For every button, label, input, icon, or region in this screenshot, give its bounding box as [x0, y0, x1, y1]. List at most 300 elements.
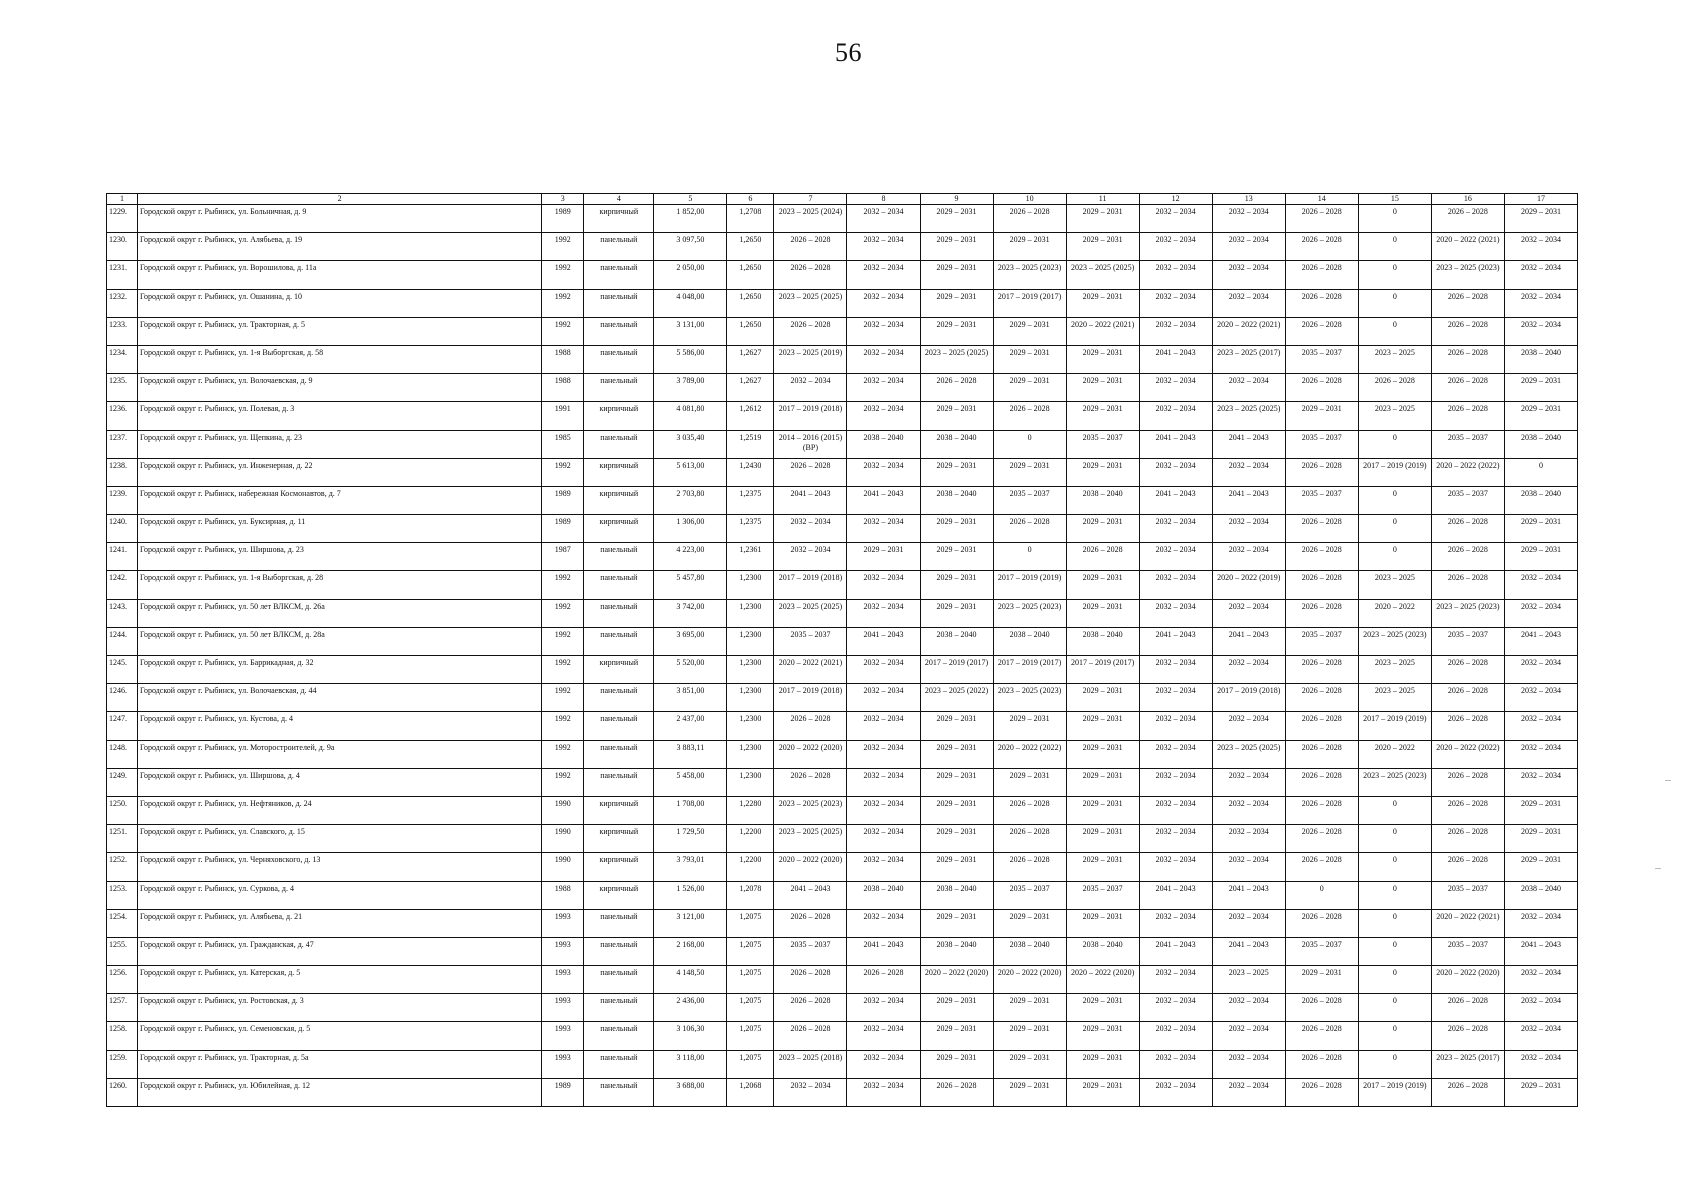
table-cell: 2032 – 2034	[1212, 599, 1285, 627]
table-cell: 1,2627	[727, 374, 774, 402]
table-cell: 4 081,80	[654, 402, 727, 430]
table-row	[107, 796, 1578, 824]
table-cell: 2029 – 2031	[1066, 571, 1139, 599]
row-number: 1256.	[107, 966, 138, 994]
table-cell: 2026 – 2028	[1285, 1078, 1358, 1106]
table-cell: 2032 – 2034	[847, 684, 920, 712]
table-cell: 2026 – 2028	[1285, 768, 1358, 796]
table-cell: 2017 – 2019 (2017)	[993, 289, 1066, 317]
table-cell: 2029 – 2031	[920, 599, 993, 627]
table-cell: 2026 – 2028	[1431, 289, 1504, 317]
address-cell: Городской округ г. Рыбинск, ул. Тракторная, д. 5	[138, 317, 542, 345]
table-cell: 2029 – 2031	[993, 1078, 1066, 1106]
address-cell: Городской округ г. Рыбинск, ул. 1-я Выборгская, д. 58	[138, 345, 542, 373]
table-cell: 2032 – 2034	[1504, 261, 1577, 289]
table-cell: 1,2300	[727, 768, 774, 796]
table-cell: 1,2300	[727, 571, 774, 599]
table-cell: 2029 – 2031	[1066, 1050, 1139, 1078]
table-cell: 2029 – 2031	[1066, 374, 1139, 402]
table-cell: 3 883,11	[654, 740, 727, 768]
table-cell: 2032 – 2034	[1504, 994, 1577, 1022]
table-cell: 2026 – 2028	[1431, 684, 1504, 712]
table-cell: 2020 – 2022 (2020)	[1431, 966, 1504, 994]
address-cell: Городской округ г. Рыбинск, ул. Ошанина, д. 10	[138, 289, 542, 317]
column-header: 3	[542, 194, 584, 205]
table-cell: 3 793,01	[654, 853, 727, 881]
table-cell: 2035 – 2037	[1431, 486, 1504, 514]
table-cell: 2032 – 2034	[847, 289, 920, 317]
table-cell: 2026 – 2028	[1285, 656, 1358, 684]
table-cell: 3 106,30	[654, 1022, 727, 1050]
table-cell: 2032 – 2034	[847, 205, 920, 233]
column-header: 12	[1139, 194, 1212, 205]
table-cell: 1992	[542, 740, 584, 768]
table-cell: 2035 – 2037	[1431, 627, 1504, 655]
table-cell: панельный	[584, 627, 654, 655]
table-cell: кирпичный	[584, 853, 654, 881]
table-cell: 2026 – 2028	[1431, 768, 1504, 796]
table-cell: 2017 – 2019 (2017)	[1066, 656, 1139, 684]
table-cell: 2029 – 2031	[1504, 402, 1577, 430]
table-cell: 2029 – 2031	[1066, 796, 1139, 824]
address-cell: Городской округ г. Рыбинск, ул. Ширшова, д. 4	[138, 768, 542, 796]
table-cell: 2026 – 2028	[1285, 853, 1358, 881]
table-cell: панельный	[584, 1078, 654, 1106]
row-number: 1250.	[107, 796, 138, 824]
row-number: 1247.	[107, 712, 138, 740]
table-cell: кирпичный	[584, 515, 654, 543]
table-cell: 2032 – 2034	[847, 261, 920, 289]
table-cell: 2032 – 2034	[1139, 712, 1212, 740]
table-cell: 2029 – 2031	[993, 233, 1066, 261]
table-row	[107, 374, 1578, 402]
row-number: 1233.	[107, 317, 138, 345]
table-cell: 2029 – 2031	[920, 402, 993, 430]
row-number: 1242.	[107, 571, 138, 599]
table-cell: 1,2612	[727, 402, 774, 430]
address-cell: Городской округ г. Рыбинск, ул. Ширшова, д. 23	[138, 543, 542, 571]
table-cell: панельный	[584, 571, 654, 599]
table-cell: 2026 – 2028	[1431, 1022, 1504, 1050]
table-cell: 2023 – 2025	[1358, 684, 1431, 712]
table-cell: 2020 – 2022 (2021)	[1431, 233, 1504, 261]
table-cell: 2 050,00	[654, 261, 727, 289]
table-cell: 2029 – 2031	[1504, 374, 1577, 402]
table-cell: 2023 – 2025 (2023)	[993, 599, 1066, 627]
table-cell: 2032 – 2034	[774, 515, 847, 543]
table-cell: 1,2300	[727, 684, 774, 712]
column-header: 10	[993, 194, 1066, 205]
table-cell: 2032 – 2034	[1504, 1050, 1577, 1078]
table-cell: 2032 – 2034	[1212, 515, 1285, 543]
table-cell: 0	[1358, 937, 1431, 965]
table-row	[107, 205, 1578, 233]
table-cell: кирпичный	[584, 205, 654, 233]
repair-schedule-table	[106, 193, 1578, 1107]
table-cell: панельный	[584, 261, 654, 289]
table-cell: панельный	[584, 345, 654, 373]
table-cell: 2029 – 2031	[993, 1022, 1066, 1050]
table-cell: 2032 – 2034	[847, 317, 920, 345]
table-cell: 2029 – 2031	[993, 345, 1066, 373]
column-header: 5	[654, 194, 727, 205]
table-cell: 1989	[542, 205, 584, 233]
table-cell: 2026 – 2028	[1285, 515, 1358, 543]
row-number: 1243.	[107, 599, 138, 627]
table-cell: 2017 – 2019 (2019)	[1358, 458, 1431, 486]
table-cell: 2026 – 2028	[1285, 599, 1358, 627]
table-cell: 2035 – 2037	[774, 937, 847, 965]
table-cell: 2032 – 2034	[1212, 656, 1285, 684]
table-cell: 2026 – 2028	[1285, 289, 1358, 317]
table-cell: 2032 – 2034	[1139, 543, 1212, 571]
table-cell: 2014 – 2016 (2015) (ВР)	[774, 430, 847, 458]
table-cell: 2032 – 2034	[1504, 966, 1577, 994]
row-number: 1252.	[107, 853, 138, 881]
table-cell: 2023 – 2025 (2025)	[920, 345, 993, 373]
row-number: 1229.	[107, 205, 138, 233]
table-row	[107, 881, 1578, 909]
table-row	[107, 684, 1578, 712]
table-cell: 2032 – 2034	[1139, 825, 1212, 853]
table-cell: 2029 – 2031	[1285, 966, 1358, 994]
table-cell: кирпичный	[584, 486, 654, 514]
table-row	[107, 402, 1578, 430]
table-cell: 2038 – 2040	[1066, 937, 1139, 965]
row-number: 1237.	[107, 430, 138, 458]
table-cell: 2026 – 2028	[1358, 374, 1431, 402]
table-cell: 2038 – 2040	[847, 881, 920, 909]
table-cell: 1,2075	[727, 1050, 774, 1078]
table-cell: 2041 – 2043	[1504, 627, 1577, 655]
table-cell: 2026 – 2028	[1285, 825, 1358, 853]
table-row	[107, 1022, 1578, 1050]
table-cell: панельный	[584, 233, 654, 261]
table-cell: 2020 – 2022	[1358, 740, 1431, 768]
table-cell: 0	[1358, 1022, 1431, 1050]
column-header: 16	[1431, 194, 1504, 205]
table-cell: 1 852,00	[654, 205, 727, 233]
scan-mark	[1655, 868, 1661, 869]
table-cell: 2029 – 2031	[1285, 402, 1358, 430]
table-cell: 2029 – 2031	[920, 261, 993, 289]
table-cell: 0	[1358, 966, 1431, 994]
table-cell: 2029 – 2031	[920, 853, 993, 881]
address-cell: Городской округ г. Рыбинск, ул. Буксирная, д. 11	[138, 515, 542, 543]
header-row	[107, 194, 1578, 205]
table-cell: 2032 – 2034	[1504, 684, 1577, 712]
table-cell: 2032 – 2034	[774, 1078, 847, 1106]
table-cell: 2029 – 2031	[920, 1022, 993, 1050]
row-number: 1249.	[107, 768, 138, 796]
column-header: 6	[727, 194, 774, 205]
table-cell: кирпичный	[584, 656, 654, 684]
table-cell: 1992	[542, 768, 584, 796]
table-cell: 2029 – 2031	[1066, 825, 1139, 853]
table-cell: 2032 – 2034	[1212, 994, 1285, 1022]
table-cell: 1,2078	[727, 881, 774, 909]
column-header: 8	[847, 194, 920, 205]
table-cell: 2032 – 2034	[1139, 515, 1212, 543]
address-cell: Городской округ г. Рыбинск, ул. 50 лет ВЛКСМ, д. 28а	[138, 627, 542, 655]
address-cell: Городской округ г. Рыбинск, ул. Кустова, д. 4	[138, 712, 542, 740]
table-cell: 1992	[542, 571, 584, 599]
table-cell: 2026 – 2028	[774, 994, 847, 1022]
table-cell: 2029 – 2031	[920, 796, 993, 824]
table-cell: 2023 – 2025 (2025)	[1212, 402, 1285, 430]
table-body	[107, 205, 1578, 1107]
table-cell: 0	[1358, 205, 1431, 233]
row-number: 1248.	[107, 740, 138, 768]
table-cell: 2023 – 2025 (2025)	[774, 825, 847, 853]
table-cell: 2032 – 2034	[1139, 966, 1212, 994]
table-cell: 2029 – 2031	[1504, 515, 1577, 543]
table-cell: 2032 – 2034	[847, 1078, 920, 1106]
table-cell: 2032 – 2034	[847, 994, 920, 1022]
table-cell: 0	[993, 430, 1066, 458]
table-cell: 2017 – 2019 (2018)	[774, 402, 847, 430]
table-cell: 2041 – 2043	[1139, 486, 1212, 514]
table-cell: 2032 – 2034	[847, 853, 920, 881]
table-row	[107, 825, 1578, 853]
table-cell: 0	[1358, 994, 1431, 1022]
table-cell: 2041 – 2043	[1139, 627, 1212, 655]
table-cell: 2023 – 2025	[1358, 571, 1431, 599]
table-cell: 4 223,00	[654, 543, 727, 571]
table-cell: 2035 – 2037	[1066, 430, 1139, 458]
table-cell: 2029 – 2031	[1066, 1022, 1139, 1050]
table-cell: 2032 – 2034	[847, 345, 920, 373]
table-cell: 0	[1358, 317, 1431, 345]
table-cell: 1,2375	[727, 486, 774, 514]
table-cell: 2029 – 2031	[993, 374, 1066, 402]
table-cell: 2041 – 2043	[774, 486, 847, 514]
table-cell: 1992	[542, 458, 584, 486]
table-cell: 2035 – 2037	[1285, 937, 1358, 965]
table-cell: 1992	[542, 627, 584, 655]
table-cell: 2026 – 2028	[1431, 402, 1504, 430]
address-cell: Городской округ г. Рыбинск, ул. Инженерная, д. 22	[138, 458, 542, 486]
table-cell: 2026 – 2028	[1285, 205, 1358, 233]
table-row	[107, 317, 1578, 345]
table-cell: 2029 – 2031	[1066, 909, 1139, 937]
table-cell: 2023 – 2025	[1358, 345, 1431, 373]
table-cell: 1990	[542, 796, 584, 824]
table-cell: 2035 – 2037	[774, 627, 847, 655]
table-cell: 2041 – 2043	[1212, 486, 1285, 514]
table-cell: 1,2650	[727, 317, 774, 345]
table-cell: 0	[1358, 289, 1431, 317]
row-number: 1254.	[107, 909, 138, 937]
table-row	[107, 656, 1578, 684]
table-cell: 2029 – 2031	[1066, 853, 1139, 881]
table-cell: 2029 – 2031	[1066, 599, 1139, 627]
table-cell: 2035 – 2037	[993, 881, 1066, 909]
address-cell: Городской округ г. Рыбинск, ул. Черняховского, д. 13	[138, 853, 542, 881]
table-cell: 2026 – 2028	[993, 205, 1066, 233]
table-row	[107, 853, 1578, 881]
table-cell: 2023 – 2025 (2024)	[774, 205, 847, 233]
table-cell: 2029 – 2031	[920, 205, 993, 233]
table-cell: 2026 – 2028	[1285, 740, 1358, 768]
table-cell: 1992	[542, 317, 584, 345]
table-cell: 1,2650	[727, 233, 774, 261]
table-cell: 2038 – 2040	[920, 881, 993, 909]
table-cell: 1,2650	[727, 261, 774, 289]
table-row	[107, 430, 1578, 458]
table-cell: 2032 – 2034	[1504, 656, 1577, 684]
table-cell: 2029 – 2031	[920, 317, 993, 345]
table-cell: 1,2627	[727, 345, 774, 373]
table-cell: 0	[1358, 261, 1431, 289]
address-cell: Городской округ г. Рыбинск, ул. Тракторная, д. 5а	[138, 1050, 542, 1078]
address-cell: Городской округ г. Рыбинск, набережная Космонавтов, д. 7	[138, 486, 542, 514]
table-cell: 2032 – 2034	[1504, 289, 1577, 317]
table-cell: панельный	[584, 317, 654, 345]
row-number: 1245.	[107, 656, 138, 684]
table-cell: 2029 – 2031	[847, 543, 920, 571]
table-cell: 1993	[542, 1022, 584, 1050]
row-number: 1241.	[107, 543, 138, 571]
table-cell: 2029 – 2031	[1504, 796, 1577, 824]
table-cell: 1,2075	[727, 937, 774, 965]
table-cell: 2032 – 2034	[1212, 1022, 1285, 1050]
table-cell: 2026 – 2028	[1431, 796, 1504, 824]
row-number: 1260.	[107, 1078, 138, 1106]
table-cell: панельный	[584, 937, 654, 965]
address-cell: Городской округ г. Рыбинск, ул. Ростовская, д. 3	[138, 994, 542, 1022]
row-number: 1255.	[107, 937, 138, 965]
table-cell: 2 703,80	[654, 486, 727, 514]
table-cell: 2023 – 2025 (2025)	[774, 289, 847, 317]
table-cell: 2032 – 2034	[1139, 374, 1212, 402]
address-cell: Городской округ г. Рыбинск, ул. Щепкина, д. 23	[138, 430, 542, 458]
table-cell: 1,2068	[727, 1078, 774, 1106]
table-cell: панельный	[584, 684, 654, 712]
table-cell: 2041 – 2043	[774, 881, 847, 909]
row-number: 1244.	[107, 627, 138, 655]
table-cell: 2038 – 2040	[1066, 627, 1139, 655]
row-number: 1246.	[107, 684, 138, 712]
table-row	[107, 937, 1578, 965]
table-cell: 2032 – 2034	[847, 712, 920, 740]
table-cell: 1993	[542, 966, 584, 994]
table-cell: 2035 – 2037	[1285, 486, 1358, 514]
table-cell: 2029 – 2031	[920, 1050, 993, 1078]
table-cell: 2038 – 2040	[993, 937, 1066, 965]
table-cell: 2038 – 2040	[920, 937, 993, 965]
table-cell: 2026 – 2028	[774, 233, 847, 261]
table-cell: 2038 – 2040	[920, 430, 993, 458]
table-cell: 2029 – 2031	[1504, 1078, 1577, 1106]
table-cell: 2026 – 2028	[1431, 712, 1504, 740]
table-cell: 2038 – 2040	[847, 430, 920, 458]
table-cell: 2029 – 2031	[920, 515, 993, 543]
table-cell: 2026 – 2028	[1285, 571, 1358, 599]
table-cell: 2029 – 2031	[1066, 458, 1139, 486]
table-cell: 2026 – 2028	[847, 966, 920, 994]
table-cell: 2032 – 2034	[1139, 402, 1212, 430]
table-cell: 2032 – 2034	[774, 374, 847, 402]
table-cell: 2026 – 2028	[1431, 853, 1504, 881]
table-cell: 0	[1504, 458, 1577, 486]
table-cell: 5 613,00	[654, 458, 727, 486]
table-cell: кирпичный	[584, 458, 654, 486]
table-cell: 2026 – 2028	[1431, 515, 1504, 543]
table-cell: 5 520,00	[654, 656, 727, 684]
table-cell: 2032 – 2034	[1504, 317, 1577, 345]
table-cell: 0	[1285, 881, 1358, 909]
table-cell: 2032 – 2034	[1139, 1022, 1212, 1050]
address-cell: Городской округ г. Рыбинск, ул. Юбилейная, д. 12	[138, 1078, 542, 1106]
table-cell: 1,2300	[727, 740, 774, 768]
address-cell: Городской округ г. Рыбинск, ул. Волочаевская, д. 9	[138, 374, 542, 402]
table-cell: 1990	[542, 825, 584, 853]
table-cell: 1989	[542, 1078, 584, 1106]
table-cell: 2029 – 2031	[920, 740, 993, 768]
table-cell: панельный	[584, 543, 654, 571]
table-cell: 0	[1358, 233, 1431, 261]
table-cell: 1,2650	[727, 289, 774, 317]
table-cell: 2032 – 2034	[847, 374, 920, 402]
table-row	[107, 543, 1578, 571]
table-cell: 2032 – 2034	[847, 402, 920, 430]
column-header: 2	[138, 194, 542, 205]
table-cell: 1,2708	[727, 205, 774, 233]
table-cell: 2020 – 2022 (2021)	[1066, 317, 1139, 345]
table-cell: 2026 – 2028	[1285, 543, 1358, 571]
table-cell: 2026 – 2028	[1431, 1078, 1504, 1106]
table-cell: 2032 – 2034	[1212, 205, 1285, 233]
table-cell: 1,2075	[727, 909, 774, 937]
row-number: 1230.	[107, 233, 138, 261]
table-cell: 2038 – 2040	[1066, 486, 1139, 514]
table-cell: 2032 – 2034	[847, 233, 920, 261]
table-cell: 2032 – 2034	[847, 768, 920, 796]
table-cell: 2041 – 2043	[1212, 430, 1285, 458]
row-number: 1232.	[107, 289, 138, 317]
table-row	[107, 627, 1578, 655]
table-cell: 2029 – 2031	[920, 233, 993, 261]
table-cell: 2026 – 2028	[920, 374, 993, 402]
address-cell: Городской округ г. Рыбинск, ул. Нефтяников, д. 24	[138, 796, 542, 824]
table-cell: 2032 – 2034	[1139, 853, 1212, 881]
row-number: 1236.	[107, 402, 138, 430]
table-cell: 2017 – 2019 (2018)	[1212, 684, 1285, 712]
table-cell: кирпичный	[584, 402, 654, 430]
table-cell: 2038 – 2040	[920, 486, 993, 514]
table-cell: 4 048,00	[654, 289, 727, 317]
scan-mark	[1665, 780, 1671, 781]
table-cell: 1,2430	[727, 458, 774, 486]
table-cell: 2017 – 2019 (2019)	[1358, 1078, 1431, 1106]
column-header: 13	[1212, 194, 1285, 205]
table-cell: 2026 – 2028	[1285, 1022, 1358, 1050]
table-cell: 2026 – 2028	[774, 712, 847, 740]
table-cell: 2026 – 2028	[1431, 656, 1504, 684]
table-cell: 2041 – 2043	[847, 627, 920, 655]
table-cell: 2029 – 2031	[920, 768, 993, 796]
table-cell: 2029 – 2031	[1066, 233, 1139, 261]
table-cell: 2026 – 2028	[993, 402, 1066, 430]
table-cell: 2038 – 2040	[1504, 430, 1577, 458]
table-cell: 3 097,50	[654, 233, 727, 261]
row-number: 1259.	[107, 1050, 138, 1078]
table-cell: 2026 – 2028	[1285, 712, 1358, 740]
table-cell: 2026 – 2028	[774, 1022, 847, 1050]
table-cell: 1987	[542, 543, 584, 571]
table-cell: 3 131,00	[654, 317, 727, 345]
